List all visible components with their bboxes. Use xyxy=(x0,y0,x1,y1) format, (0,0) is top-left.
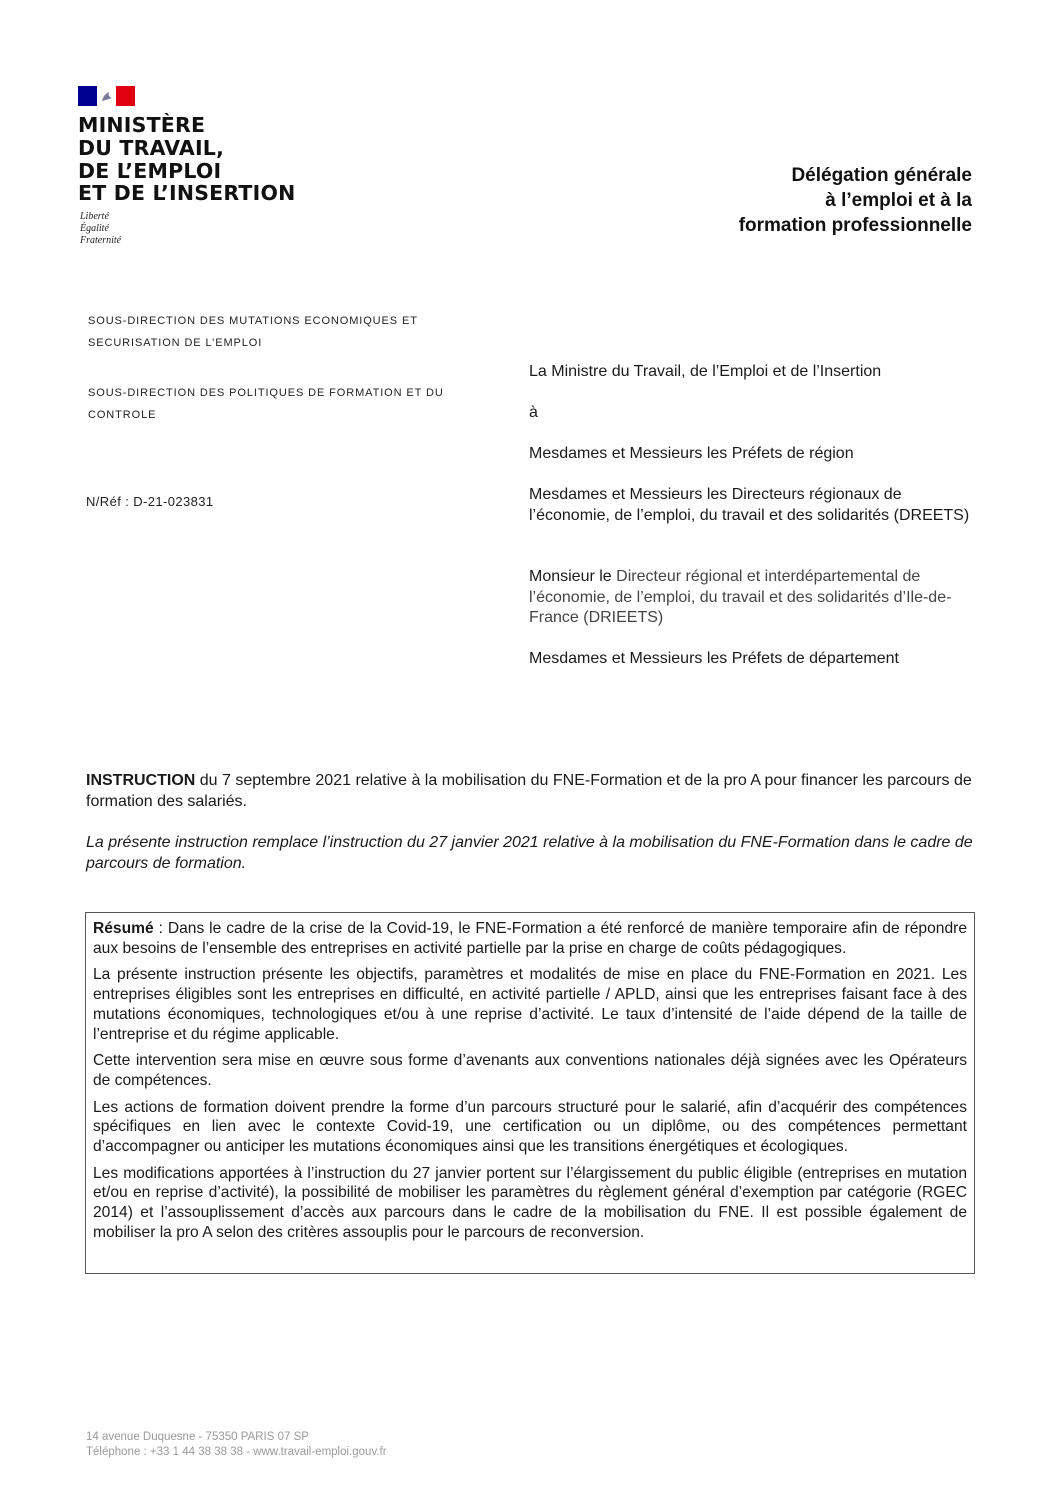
ministry-line: DE L’EMPLOI xyxy=(78,158,222,183)
addressee-drieets-prefix: Monsieur le xyxy=(529,568,617,585)
page-footer xyxy=(86,1430,387,1460)
instruction-title xyxy=(86,771,978,812)
addressee-dreets: Mesdames et Messieurs les Directeurs régionaux de l’économie, de l’emploi, du travail et des solidarités (DREETS) xyxy=(529,486,970,524)
subdirection-line: SOUS-DIRECTION DES MUTATIONS ECONOMIQUES ET xyxy=(88,315,418,327)
delegation-line: Délégation générale xyxy=(791,165,972,186)
addressee-to: à xyxy=(529,404,538,421)
addressee-drieets-text: Directeur régional et interdépartemental de l’économie, de l’emploi, du travail et des solidarités d’Ile-de-France (DRIEETS) xyxy=(529,568,952,626)
summary-label: Résumé xyxy=(93,920,154,937)
delegation-line: à l’emploi et à la xyxy=(825,190,972,211)
motto-line: Égalité xyxy=(80,223,109,234)
delegation-heading xyxy=(612,163,972,238)
instruction-text: du 7 septembre 2021 relative à la mobilisation du FNE-Formation et de la pro A pour financer les parcours de formation des salariés. xyxy=(86,772,972,810)
subdirection-line: SECURISATION DE L’EMPLOI xyxy=(88,337,263,349)
republic-motto xyxy=(80,211,200,247)
ministry-line: DU TRAVAIL, xyxy=(78,135,225,160)
subdirection-mutations xyxy=(88,310,508,354)
summary-paragraph: Les modifications apportées à l’instruction du 27 janvier portent sur l’élargissement du public éligible (entreprises en mutation et/ou en reprise d’activité), la possibilité de mobiliser les paramètres du règlement général d’exemption par catégorie (RGEC 2014) et l’assouplissement d’accès aux parcours dans le cadre de la mobilisation du FNE. Il est possible également de mobiliser la pro A selon des critères assouplis pour le parcours de reconversion. xyxy=(93,1164,967,1241)
summary-box xyxy=(85,912,975,1274)
summary-paragraph xyxy=(93,919,967,958)
instruction-label: INSTRUCTION xyxy=(86,772,196,789)
marianne-icon xyxy=(100,89,114,103)
motto-line: Fraternité xyxy=(80,235,122,246)
motto-line: Liberté xyxy=(80,211,109,222)
footer-contact: Téléphone : +33 1 44 38 38 38 - www.travail-emploi.gouv.fr xyxy=(86,1446,387,1458)
ministry-name xyxy=(78,114,308,205)
addressee-prefets-departement: Mesdames et Messieurs les Préfets de département xyxy=(529,650,899,667)
subdirection-line: CONTROLE xyxy=(88,409,157,421)
subdirection-line: SOUS-DIRECTION DES POLITIQUES DE FORMATION ET DU xyxy=(88,387,444,399)
addressee-prefets-region: Mesdames et Messieurs les Préfets de région xyxy=(529,445,854,462)
summary-intro: : Dans le cadre de la crise de la Covid-19, le FNE-Formation a été renforcé de manière temporaire afin de répondre aux besoins de l’ensemble des entreprises en activité partielle par la prise en charge de coûts pédagogiques. xyxy=(93,920,967,957)
addressee-drieets xyxy=(529,567,979,629)
summary-paragraph: La présente instruction présente les objectifs, paramètres et modalités de mise en place du FNE-Formation en 2021. Les entreprises éligibles sont les entreprises en difficulté, en activité partielle / APLD, ainsi que les entreprises faisant face à des mutations économiques, technologiques et/ou à une reprise d’activité. Le taux d’intensité de l’aide dépend de la taille de l’entreprise et du régime applicable. xyxy=(93,966,967,1043)
summary-paragraph: Cette intervention sera mise en œuvre sous forme d’avenants aux conventions nationales déjà signées avec les Opérateurs de compétences. xyxy=(93,1052,967,1089)
republic-flag-logo xyxy=(78,86,135,106)
ministry-line: MINISTÈRE xyxy=(78,113,206,137)
ministry-line: ET DE L’INSERTION xyxy=(78,181,296,206)
instruction-note: La présente instruction remplace l’instruction du 27 janvier 2021 relative à la mobilisation du FNE-Formation dans le cadre de parcours de formation. xyxy=(86,834,973,872)
summary-paragraph: Les actions de formation doivent prendre la forme d’un parcours structuré pour le salarié, afin d’acquérir des compétences spécifiques en lien avec le contexte Covid-19, une certification ou un diplôme, ou des compétences permettant d’accompagner ou anticiper les mutations économiques ainsi que les transitions énergétiques et écologiques. xyxy=(93,1098,967,1156)
footer-address: 14 avenue Duquesne - 75350 PARIS 07 SP xyxy=(86,1431,309,1443)
reference-number: N/Réf : D-21-023831 xyxy=(86,494,214,509)
addressee-from: La Ministre du Travail, de l’Emploi et de l’Insertion xyxy=(529,363,882,380)
subdirection-formation xyxy=(88,382,508,426)
delegation-line: formation professionnelle xyxy=(738,215,972,236)
